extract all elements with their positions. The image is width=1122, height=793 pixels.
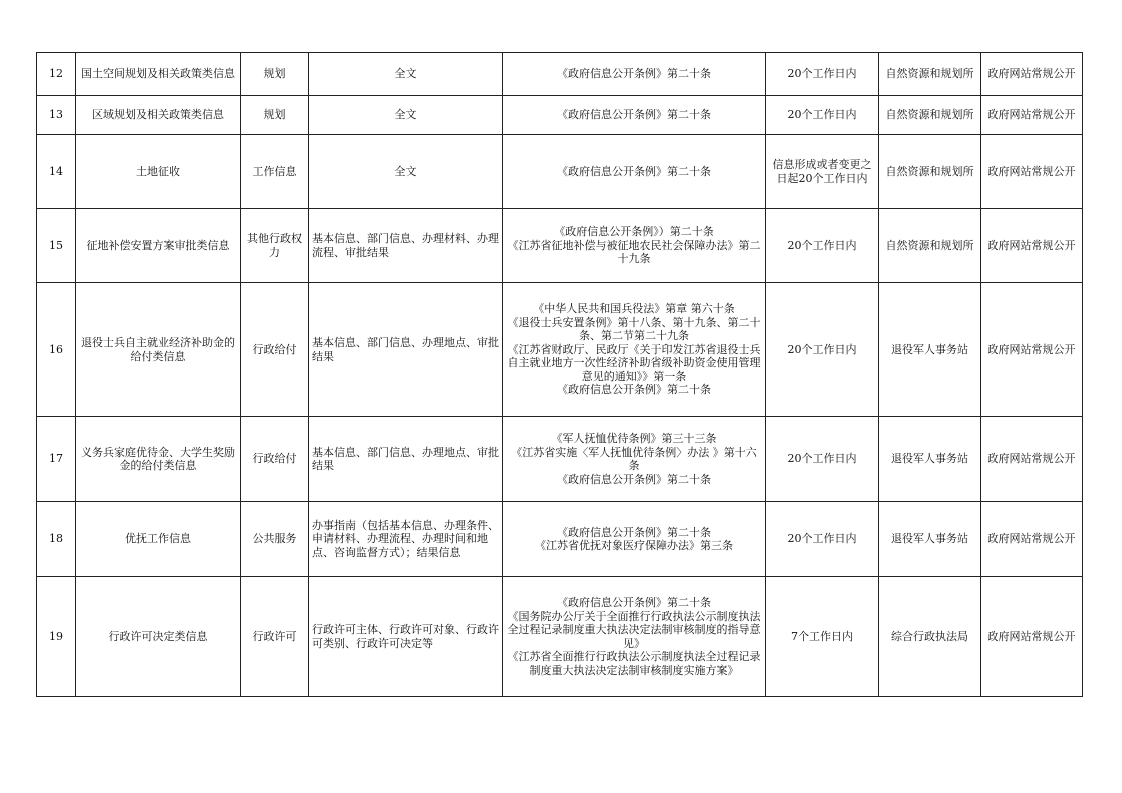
responsible-department: 退役军人事务站	[879, 502, 981, 577]
table-row	[37, 135, 1083, 209]
disclosure-content: 全文	[309, 53, 503, 96]
item-category: 公共服务	[241, 502, 309, 577]
item-name: 征地补偿安置方案审批类信息	[76, 209, 241, 283]
item-name: 义务兵家庭优待金、大学生奖励金的给付类信息	[76, 417, 241, 502]
disclosure-table	[36, 52, 1083, 697]
table-row	[37, 283, 1083, 417]
table-row	[37, 209, 1083, 283]
basis-line: 《江苏省征地补偿与被征地农民社会保障办法》第二十九条	[507, 238, 761, 266]
row-number: 15	[37, 209, 76, 283]
item-category: 行政给付	[241, 417, 309, 502]
responsible-department: 退役军人事务站	[879, 283, 981, 417]
responsible-department: 退役军人事务站	[879, 417, 981, 502]
basis-line: 《政府信息公开条例》第二十条	[557, 108, 711, 122]
responsible-department: 自然资源和规划所	[879, 135, 981, 209]
disclosure-channel: 政府网站常规公开	[981, 53, 1083, 96]
disclosure-deadline: 20个工作日内	[766, 209, 879, 283]
disclosure-content: 基本信息、部门信息、办理材料、办理流程、审批结果	[309, 209, 503, 283]
row-number: 14	[37, 135, 76, 209]
item-category: 规划	[241, 53, 309, 96]
responsible-department: 自然资源和规划所	[879, 96, 981, 135]
disclosure-channel: 政府网站常规公开	[981, 417, 1083, 502]
legal-basis	[503, 135, 766, 209]
basis-line: 《中华人民共和国兵役法》第章 第六十条	[533, 302, 735, 316]
row-number: 17	[37, 417, 76, 502]
table-row	[37, 502, 1083, 577]
disclosure-content: 基本信息、部门信息、办理地点、审批结果	[309, 417, 503, 502]
disclosure-deadline: 20个工作日内	[766, 96, 879, 135]
row-number: 16	[37, 283, 76, 417]
legal-basis	[503, 209, 766, 283]
basis-line: 《政府信息公开条例》第二十条	[557, 525, 711, 539]
table-row	[37, 417, 1083, 502]
disclosure-content: 全文	[309, 135, 503, 209]
basis-line: 《政府信息公开条例》第二十条	[557, 596, 711, 609]
legal-basis	[503, 283, 766, 417]
basis-line: 《江苏省财政厅、民政厅《关于印发江苏省退役士兵自主就业地方一次性经济补助省级补助资金使用管理意见的通知》》第一条	[507, 342, 761, 383]
disclosure-content: 办事指南（包括基本信息、办理条件、申请材料、办理流程、办理时间和地点、咨询监督方式）；结果信息	[309, 502, 503, 577]
basis-line: 《政府信息公开条例》第二十条	[557, 67, 711, 81]
basis-line: 《退役士兵安置条例》第十八条、第十九条、第二十条、第二节第二十九条	[507, 315, 761, 343]
item-category: 行政许可	[241, 577, 309, 697]
disclosure-channel: 政府网站常规公开	[981, 577, 1083, 697]
disclosure-channel: 政府网站常规公开	[981, 135, 1083, 209]
basis-line: 《江苏省优抚对象医疗保障办法》第三条	[535, 539, 733, 552]
item-name: 区域规划及相关政策类信息	[76, 96, 241, 135]
legal-basis	[503, 417, 766, 502]
item-name: 退役士兵自主就业经济补助金的给付类信息	[76, 283, 241, 417]
item-category: 行政给付	[241, 283, 309, 417]
disclosure-channel: 政府网站常规公开	[981, 209, 1083, 283]
responsible-department: 综合行政执法局	[879, 577, 981, 697]
responsible-department: 自然资源和规划所	[879, 53, 981, 96]
table-row	[37, 577, 1083, 697]
basis-line: 《军人抚恤优待条例》第三十三条	[551, 432, 717, 445]
disclosure-channel: 政府网站常规公开	[981, 283, 1083, 417]
item-category: 其他行政权力	[241, 209, 309, 283]
basis-line: 《政府信息公开条例》第二十条	[557, 164, 711, 178]
basis-line: 《国务院办公厅关于全面推行行政执法公示制度执法全过程记录制度重大执法决定法制审核制度的指导意见》	[507, 609, 761, 650]
item-name: 行政许可决定类信息	[76, 577, 241, 697]
item-name: 土地征收	[76, 135, 241, 209]
basis-line: 《政府信息公开条例》）第二十条	[554, 225, 714, 239]
disclosure-content: 全文	[309, 96, 503, 135]
legal-basis	[503, 577, 766, 697]
row-number: 13	[37, 96, 76, 135]
disclosure-channel: 政府网站常规公开	[981, 96, 1083, 135]
disclosure-content: 行政许可主体、行政许可对象、行政许可类别、行政许可决定等	[309, 577, 503, 697]
basis-line: 《江苏省全面推行行政执法公示制度执法全过程记录制度重大执法决定法制审核制度实施方案》	[507, 650, 761, 677]
item-name: 优抚工作信息	[76, 502, 241, 577]
row-number: 12	[37, 53, 76, 96]
item-category: 规划	[241, 96, 309, 135]
disclosure-deadline: 7个工作日内	[766, 577, 879, 697]
row-number: 18	[37, 502, 76, 577]
legal-basis	[503, 502, 766, 577]
disclosure-deadline: 信息形成或者变更之日起20个工作日内	[766, 135, 879, 209]
table-row	[37, 53, 1083, 96]
row-number: 19	[37, 577, 76, 697]
responsible-department: 自然资源和规划所	[879, 209, 981, 283]
disclosure-deadline: 20个工作日内	[766, 283, 879, 417]
disclosure-deadline: 20个工作日内	[766, 53, 879, 96]
legal-basis	[503, 96, 766, 135]
disclosure-deadline: 20个工作日内	[766, 417, 879, 502]
disclosure-deadline: 20个工作日内	[766, 502, 879, 577]
basis-line: 《江苏省实施〈军人抚恤优待条例〉办法 》第十六条	[511, 445, 757, 472]
disclosure-channel: 政府网站常规公开	[981, 502, 1083, 577]
basis-line: 《政府信息公开条例》第二十条	[557, 472, 711, 486]
item-name: 国土空间规划及相关政策类信息	[76, 53, 241, 96]
table-row	[37, 96, 1083, 135]
legal-basis	[503, 53, 766, 96]
basis-line: 《政府信息公开条例》第二十条	[557, 383, 711, 397]
item-category: 工作信息	[241, 135, 309, 209]
disclosure-content: 基本信息、部门信息、办理地点、审批结果	[309, 283, 503, 417]
